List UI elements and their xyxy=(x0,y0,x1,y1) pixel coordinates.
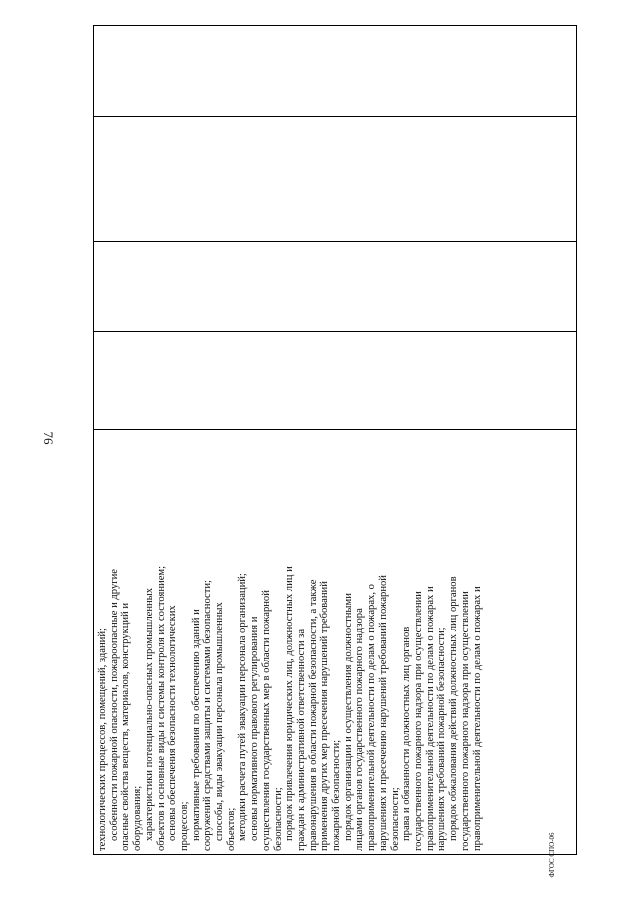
text-line: объектов и основные виды и системы контроля их состоянием; xyxy=(155,565,167,851)
column-divider xyxy=(576,26,577,854)
text-line: государственного пожарного надзора при осуществлении xyxy=(412,591,424,851)
text-line: лицами органов государственного пожарного надзора xyxy=(354,608,366,851)
content-lines xyxy=(97,428,571,851)
text-line: способы, виды эвакуации персонала промышленных xyxy=(214,602,226,841)
text-line: технологических процессов, помещений, зданий; xyxy=(97,628,108,851)
text-line: правоприменительной деятельности по делам о пожарах, о xyxy=(366,584,378,851)
row-divider-2 xyxy=(94,241,576,242)
footer-code: ФГОС СПО-06 xyxy=(548,832,556,878)
text-line: основы нормативного правового регулирования и xyxy=(249,616,261,841)
text-line: сооружений средствами защиты и системами безопасности; xyxy=(202,580,214,851)
text-line: особенности пожарной опасности, пожароопасные и другие xyxy=(108,569,120,841)
text-line: правоприменительной деятельности по делам о пожарах и xyxy=(471,586,483,851)
text-line: порядок обжалования действий должностных лиц органов xyxy=(448,576,460,841)
text-line: безопасности; xyxy=(389,787,401,851)
text-line: нормативные требования по обеспечению зданий и xyxy=(190,609,202,841)
text-line: характеристики потенциально-опасных промышленных xyxy=(143,587,155,841)
text-line: права и обязанности должностных лиц органов xyxy=(401,626,413,841)
text-line: пожарной безопасности; xyxy=(331,739,343,851)
text-line: объектов; xyxy=(225,807,237,851)
text-line: опасные свойства веществ, материалов, конструкций и xyxy=(120,602,132,851)
text-line: методики расчета путей эвакуации персонала организаций; xyxy=(237,573,249,841)
text-line: осуществления государственных мер в области пожарной xyxy=(260,590,272,851)
row-divider-1 xyxy=(94,116,576,117)
text-line: правоприменительной деятельности по делам о пожарах и xyxy=(424,586,436,851)
text-line: применения других мер пресечения нарушений требований xyxy=(319,581,331,851)
content-cell xyxy=(97,428,571,851)
page-number: 76 xyxy=(41,431,56,445)
row-divider-3 xyxy=(94,331,576,332)
text-line: безопасности; xyxy=(272,787,284,851)
text-line: правонарушения в области пожарной безопасности, а также xyxy=(307,579,319,851)
text-line: порядок организации и осуществления должностными xyxy=(342,593,354,841)
text-line: нарушениях и пресечению нарушений требований пожарной xyxy=(377,575,389,851)
text-line: оборудования; xyxy=(132,785,144,851)
text-line: нарушениях требований пожарной безопасности; xyxy=(436,627,448,851)
text-line: порядок привлечения юридических лиц, должностных лиц и xyxy=(284,566,296,841)
text-line: государственного пожарного надзора при осуществлении xyxy=(459,591,471,851)
text-line: процессов; xyxy=(178,801,190,851)
text-line: граждан к административной ответственности за xyxy=(295,628,307,851)
text-line: основы обеспечения безопасности технологических xyxy=(167,605,179,841)
